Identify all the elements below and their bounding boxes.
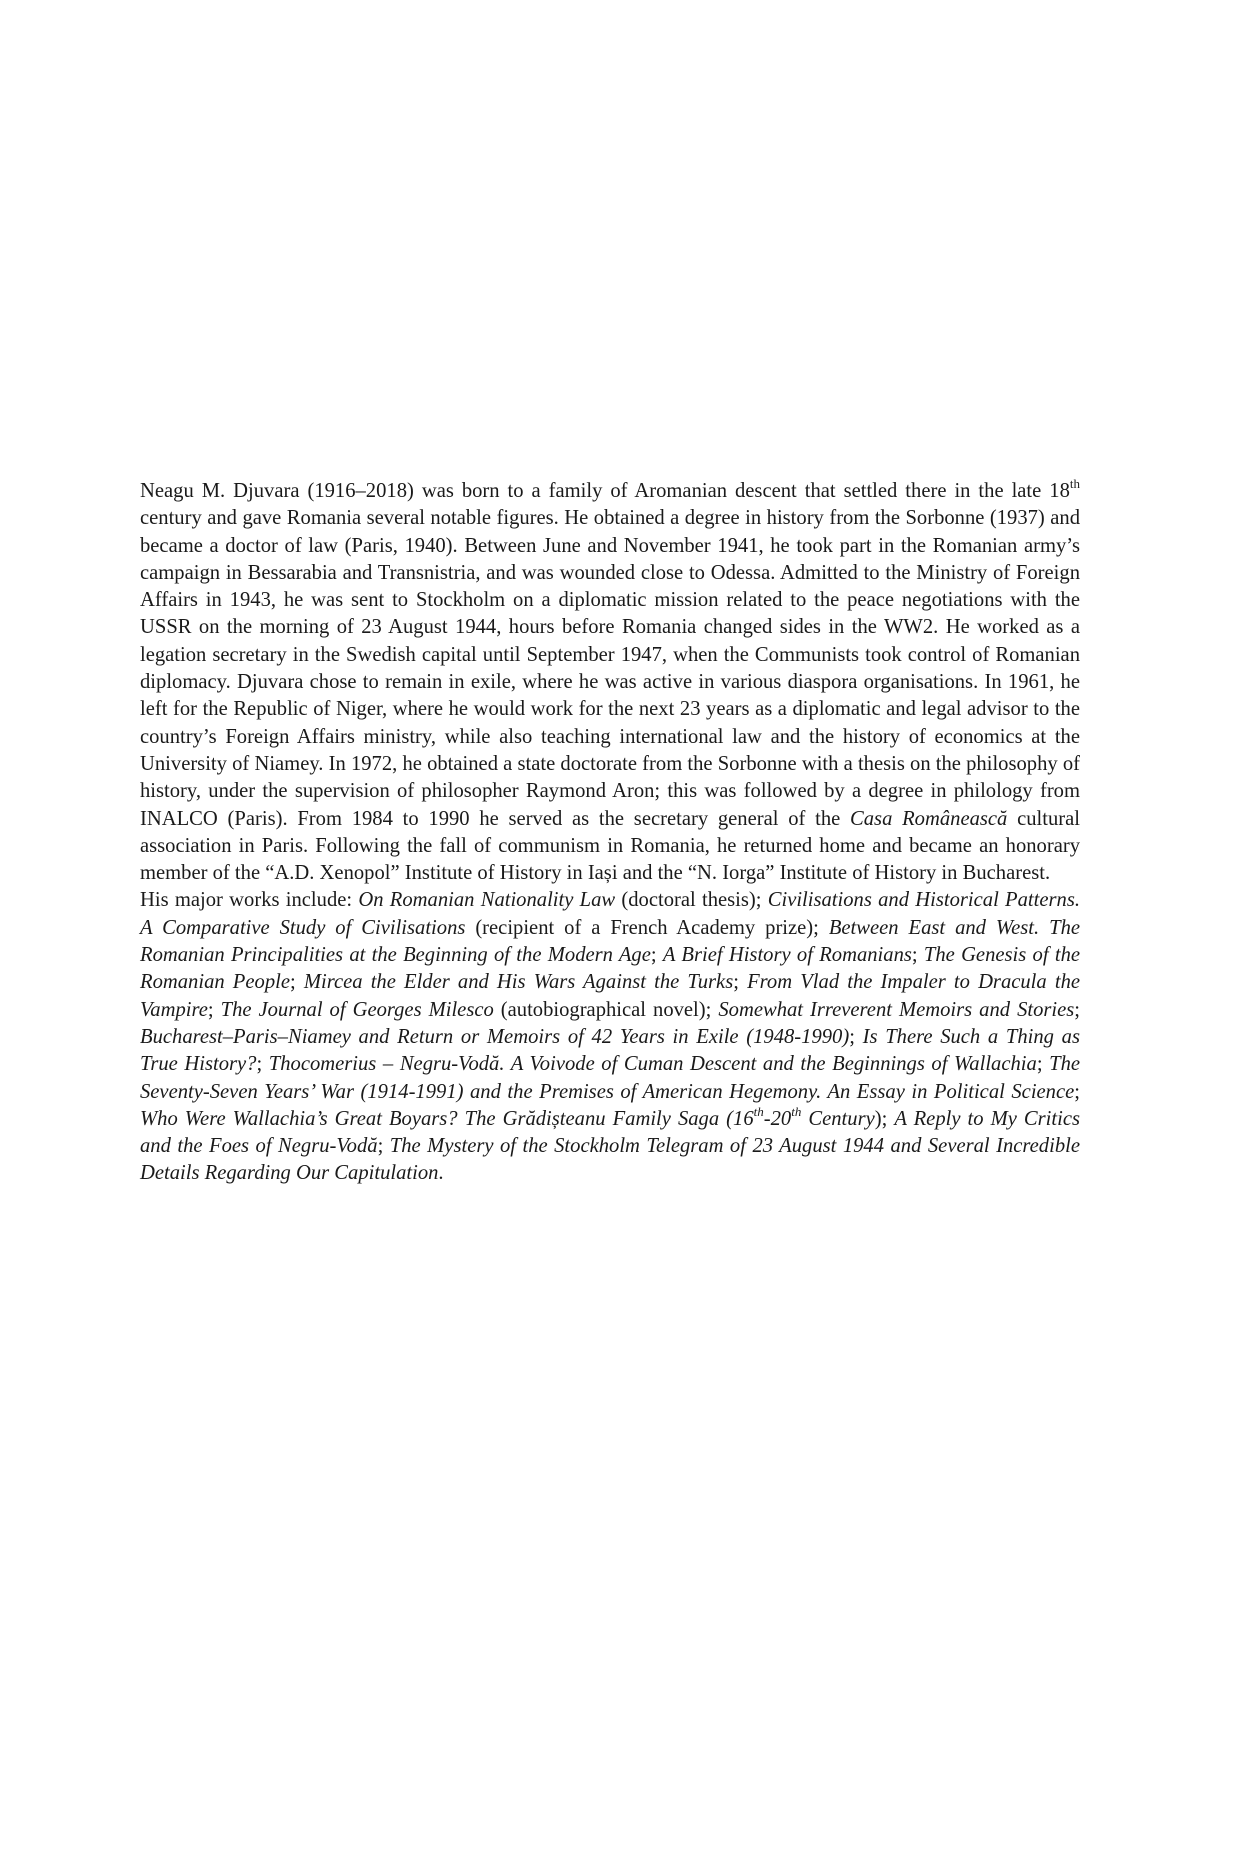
- text-run: Neagu M. Djuvara (1916–2018) was born to a family of Aromanian descent that settled there in the late: [140, 480, 1050, 502]
- text-run: ;: [1074, 1080, 1080, 1103]
- text-run: ;: [849, 1025, 863, 1048]
- text-run: ;: [207, 998, 221, 1021]
- book-title: Somewhat Irreverent Memoirs and Stories: [718, 998, 1075, 1021]
- book-title: Bucharest–Paris–Niamey and Return or Memoirs of 42 Years in Exile (1948-1990): [140, 1025, 850, 1048]
- text-run: ;: [1036, 1053, 1050, 1076]
- text-run: ;: [256, 1053, 269, 1076]
- book-title: Casa Românească: [850, 807, 1008, 830]
- italic-superscript-run: [753, 1103, 764, 1130]
- book-title: Thocomerius – Negru-Vodă. A Voivode of Cuman Descent and the Beginnings of Wallachia: [268, 1053, 1037, 1076]
- text-run: );: [874, 1107, 895, 1130]
- text-run: ;: [1074, 998, 1081, 1021]
- text-run: ;: [911, 944, 924, 967]
- book-title: Between East and West. The Romanian Principalities at the Beginning of the Modern Age: [140, 916, 1081, 967]
- text-run: ;: [733, 971, 748, 994]
- text-run: ;: [289, 971, 304, 994]
- book-title: A Reply to My Critics and the Foes of Negru-Vodă: [140, 1107, 1080, 1158]
- text-run: (autobiographical novel);: [493, 998, 719, 1021]
- text-run: century and gave Romania several notable figures. He obtained a degree in history from the Sorbonne (1937) and became a doctor of law (Paris, 1940). Between June and November 1941, he took part in the Romanian army’s campaign in Bessarabia and Transnistria, and was wounded close to Odessa. Admitted to the Ministry of Foreign Affairs in 1943, he was sent to Stockholm on a diplomatic mission related to the peace negotiations with the USSR on the morning of 23 August 1944, hours before Romania changed sides in the WW2. He worked as a legation secretary in the Swedish capital until September 1947, when the Communists took control of Romanian diplomacy. Djuvara chose to remain in exile, where he was active in various diaspora organisations. In 1961, he left for the Republic of Niger, where he would work for the next 23 years as a diplomatic and legal advisor to the country’s Foreign Affairs ministry, while also teaching international law and the history of economics at the University of Niamey. In 1972, he obtained a state doctorate from the Sorbonne with a thesis on the philosophy of history, under the supervision of philosopher Raymond Aron; this was followed by a degree in philology from INALCO (Paris). From 1984 to 1990 he served as the secretary general of the: [140, 507, 1080, 830]
- superscript-text: th: [791, 1103, 802, 1119]
- book-title: Is There Such a Thing as True History?: [140, 1025, 1080, 1076]
- major-works-paragraph: [140, 887, 1080, 1187]
- book-title: The Genesis of the Romanian People: [140, 944, 1081, 994]
- text-run: ;: [650, 944, 663, 967]
- text-run: cultural association in Paris. Following the fall of communism in Romania, he returned home and became an honorary member of the “A.D. Xenopol” Institute of History in Iași and the “N. Iorga” Institute of History in Bucharest.: [140, 807, 1080, 885]
- text-run: 18: [1049, 480, 1070, 502]
- book-title: -20: [763, 1107, 792, 1130]
- book-title: Who Were Wallachia’s Great Boyars? The Grădișteanu Family Saga (16: [140, 1107, 754, 1130]
- biography-paragraph: [140, 478, 1080, 887]
- book-title: Century: [801, 1107, 875, 1130]
- book-title: On Romanian Nationality Law: [358, 889, 616, 912]
- text-run: ;: [377, 1135, 390, 1158]
- text-run: (doctoral thesis);: [615, 889, 768, 912]
- text-run: .: [438, 1162, 444, 1185]
- book-title: From Vlad the Impaler to Dracula the Vampire: [140, 971, 1081, 1021]
- superscript-text: th: [1069, 476, 1080, 492]
- book-title: The Mystery of the Stockholm Telegram of 23 August 1944 and Several Incredible Details Regarding Our Capitulation: [140, 1135, 1080, 1185]
- italic-superscript-run: [791, 1103, 802, 1130]
- text-run: His major works include:: [140, 889, 359, 912]
- book-title: A Brief History of Romanians: [662, 944, 912, 967]
- superscript-text: th: [753, 1103, 764, 1119]
- book-title: Civilisations and Historical Patterns. A Comparative Study of Civilisations: [140, 889, 1080, 939]
- author-biography: [140, 478, 1080, 1188]
- book-title: The Journal of Georges Milesco: [220, 998, 494, 1021]
- book-title: Mircea the Elder and His Wars Against the Turks: [303, 971, 734, 994]
- book-title: The Seventy-Seven Years’ War (1914-1991) and the Premises of American Hegemony. An Essay in Political Science: [140, 1053, 1081, 1103]
- text-run: (recipient of a French Academy prize);: [465, 916, 829, 939]
